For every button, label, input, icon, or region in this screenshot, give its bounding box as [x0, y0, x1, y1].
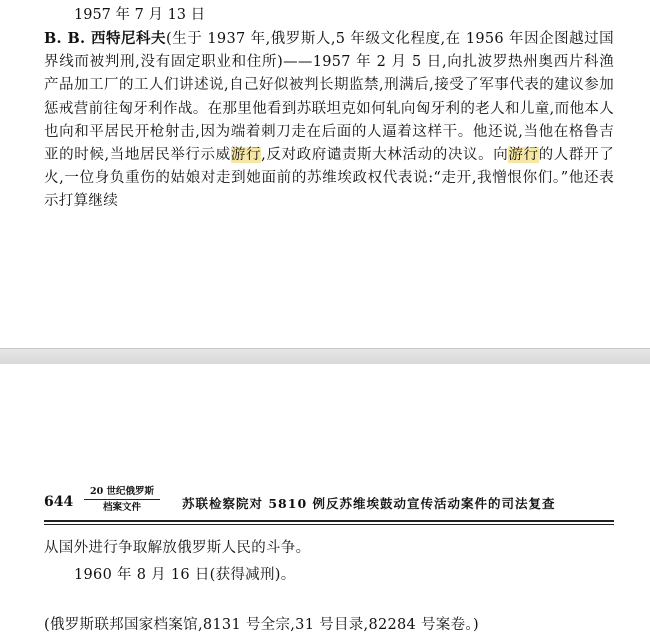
highlighted-term-2[interactable]: 游行 [508, 147, 539, 164]
sentence-date-line: 1960 年 8 月 16 日(获得减刑)。 [74, 567, 296, 583]
header-rule-thick [44, 520, 614, 522]
page-number: 644 [44, 494, 74, 510]
paragraph-text-3: 的人群开了火,一位身负重伤的姑娘对走到她面前的苏维埃政权代表说:“走开,我憎恨你们。”他还表示打算继续 [44, 147, 614, 210]
running-header-title: 苏联检察院对 5810 例反苏维埃鼓动宣传活动案件的司法复查 [182, 496, 556, 511]
highlighted-term-1[interactable]: 游行 [230, 147, 262, 164]
series-title-line1: 20 世纪俄罗斯 [84, 485, 160, 500]
series-logo [84, 485, 160, 514]
continuation-line: 从国外进行争取解放俄罗斯人民的斗争。 [44, 540, 311, 556]
document-page-bottom [0, 364, 650, 640]
series-title-line2: 档案文件 [102, 502, 141, 513]
header-rule-thin [44, 524, 614, 525]
paragraph-text-2: ,反对政府谴责斯大林活动的决议。向 [261, 147, 509, 164]
entry-date: 1957 年 7 月 13 日 [74, 7, 206, 23]
case-paragraph [44, 27, 614, 214]
archive-citation: (俄罗斯联邦国家档案馆,8131 号全宗,31 号目录,82284 号案卷。) [44, 617, 479, 633]
running-header [44, 484, 614, 520]
paragraph-text-1: (生于 1937 年,俄罗斯人,5 年级文化程度,在 1956 年因企图越过国界线而被判刑,没有固定职业和住所)——1957 年 2 月 5 日,向扎波罗热州奥西片科渔产品加工厂的工人们讲述说,自己好似被判长期监禁,刑满后,接受了军事代表的建议参加惩戒营前往匈牙利作战。在那里他看到苏联坦克如何轧向匈牙利的老人和儿童,而他本人也向和平居民开枪射击,因为端着刺刀走在后面的人逼着这样干。他还说,当他在格鲁吉亚的时候,当地居民举行示威 [44, 31, 614, 164]
person-name: B. B. 西特尼科夫 [44, 30, 167, 47]
